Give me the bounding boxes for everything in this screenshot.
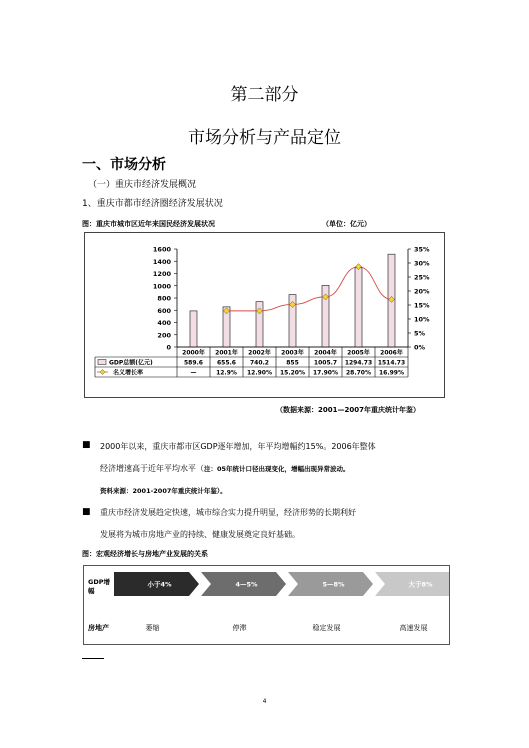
gdp-value-label: 1514.73 [377,359,406,367]
x-tick-label: 2003年 [281,349,304,357]
y-right-tick-label: 35% [414,245,430,254]
legend-bar-swatch [98,360,106,365]
y-left-tick-label: 400 [157,319,171,327]
bullet1-note: 注：05年统计口径出现变化，增幅出现异常波动。 [204,465,350,473]
page-number: 4 [262,698,267,705]
gdp-realestate-diagram [83,565,450,645]
real-estate-label: 房地产 [88,624,109,632]
y-right-tick-label: 30% [414,259,430,268]
stage-range-label: 5—8% [322,580,345,589]
growth-value-label: 17.90% [313,369,338,377]
gdp-growth-label: GDP增幅 [88,578,110,595]
gdp-value-label: 589.6 [184,359,203,367]
stage-phase-label: 高速发展 [399,624,428,632]
y-left-tick-label: 1200 [152,270,171,278]
growth-value-label: 28.70% [346,369,371,377]
gdp-value-label: 1294.73 [344,359,373,367]
x-tick-label: 2005年 [347,349,370,357]
gdp-value-label: 855 [286,359,299,367]
y-right-tick-label: 0% [414,343,426,352]
stage-range-label: 4—5% [235,580,258,589]
legend-line-marker [100,370,105,375]
subsubsection-heading: 1、重庆市都市经济圈经济发展状况 [82,199,223,209]
y-left-tick-label: 800 [157,294,171,303]
x-tick-label: 2000年 [182,349,205,357]
gdp-bar [190,311,197,347]
gdp-chart [84,232,445,398]
main-title: 市场分析与产品定位 [188,128,341,148]
stage-phase-label: 稳定发展 [312,624,341,632]
legend-gdp: GDP总额(亿元) [109,359,153,367]
gdp-chart-svg [85,233,444,397]
stage-phase-label: 萎缩 [145,624,160,632]
stage-range-label: 大于8% [408,580,433,589]
bullet1-source: 资料来源：2001-2007年重庆统计年鉴）。 [100,487,227,495]
gdp-bar [355,268,362,347]
figure1-source: （数据来源：2001—2007年重庆统计年鉴） [276,406,420,414]
growth-value-label: — [190,369,197,377]
x-tick-label: 2006年 [380,349,403,357]
stage-range-label: 小于4% [147,580,172,589]
section-heading: 一、市场分析 [82,157,166,173]
growth-value-label: 16.99% [379,369,404,377]
gdp-value-label: 655.6 [217,359,236,367]
gdp-value-label: 1005.7 [313,359,338,367]
growth-value-label: 12.9% [216,369,237,377]
y-right-tick-label: 5% [414,329,426,338]
subsection-heading: （一）重庆市经济发展概况 [88,180,197,190]
growth-value-label: 12.90% [247,369,272,377]
x-tick-label: 2001年 [215,349,238,357]
y-right-tick-label: 25% [414,273,430,282]
bullet2-line1: 重庆市经济发展趋定快速，城市综合实力提升明显，经济形势的长期利好 [100,508,356,517]
stage-phase-label: 停滞 [232,624,247,632]
figure1-caption: 图：重庆市城市区近年来国民经济发展状况 [82,220,215,228]
figure2-caption: 图：宏观经济增长与房地产业发展的关系 [82,550,208,558]
y-right-tick-label: 20% [414,287,430,296]
y-left-tick-label: 0 [166,343,171,352]
y-left-tick-label: 200 [157,331,171,340]
bullet1-line2 [100,459,350,479]
growth-value-label: 15.20% [280,369,305,377]
y-right-tick-label: 10% [414,315,430,324]
bullet2-line2: 发展将为城市房地产业的持续、健康发展奠定良好基础。 [100,530,300,539]
y-right-tick-label: 15% [414,301,430,310]
bullet-marker: ■ [82,440,91,450]
y-left-tick-label: 600 [157,306,171,315]
growth-line [227,267,392,311]
legend-growth: 名义增长率 [113,369,144,377]
figure1-unit: （单位：亿元） [322,220,371,228]
bullet1-line1: 2000年以来，重庆市都市区GDP逐年增加，年平均增幅约15%。2006年整体 [100,442,376,451]
footnote-divider [82,658,104,659]
bullet-marker: ■ [82,507,91,517]
x-tick-label: 2002年 [248,349,271,357]
bullet1-line2-text: 经济增速高于近年平均水平（ [100,464,204,473]
stage-arrows [84,566,449,644]
y-left-tick-label: 1000 [152,282,171,291]
gdp-value-label: 740.2 [250,359,269,367]
part-title: 第二部分 [230,85,299,105]
y-left-tick-label: 1400 [152,257,171,266]
y-left-tick-label: 1600 [152,245,171,254]
x-tick-label: 2004年 [314,349,337,357]
